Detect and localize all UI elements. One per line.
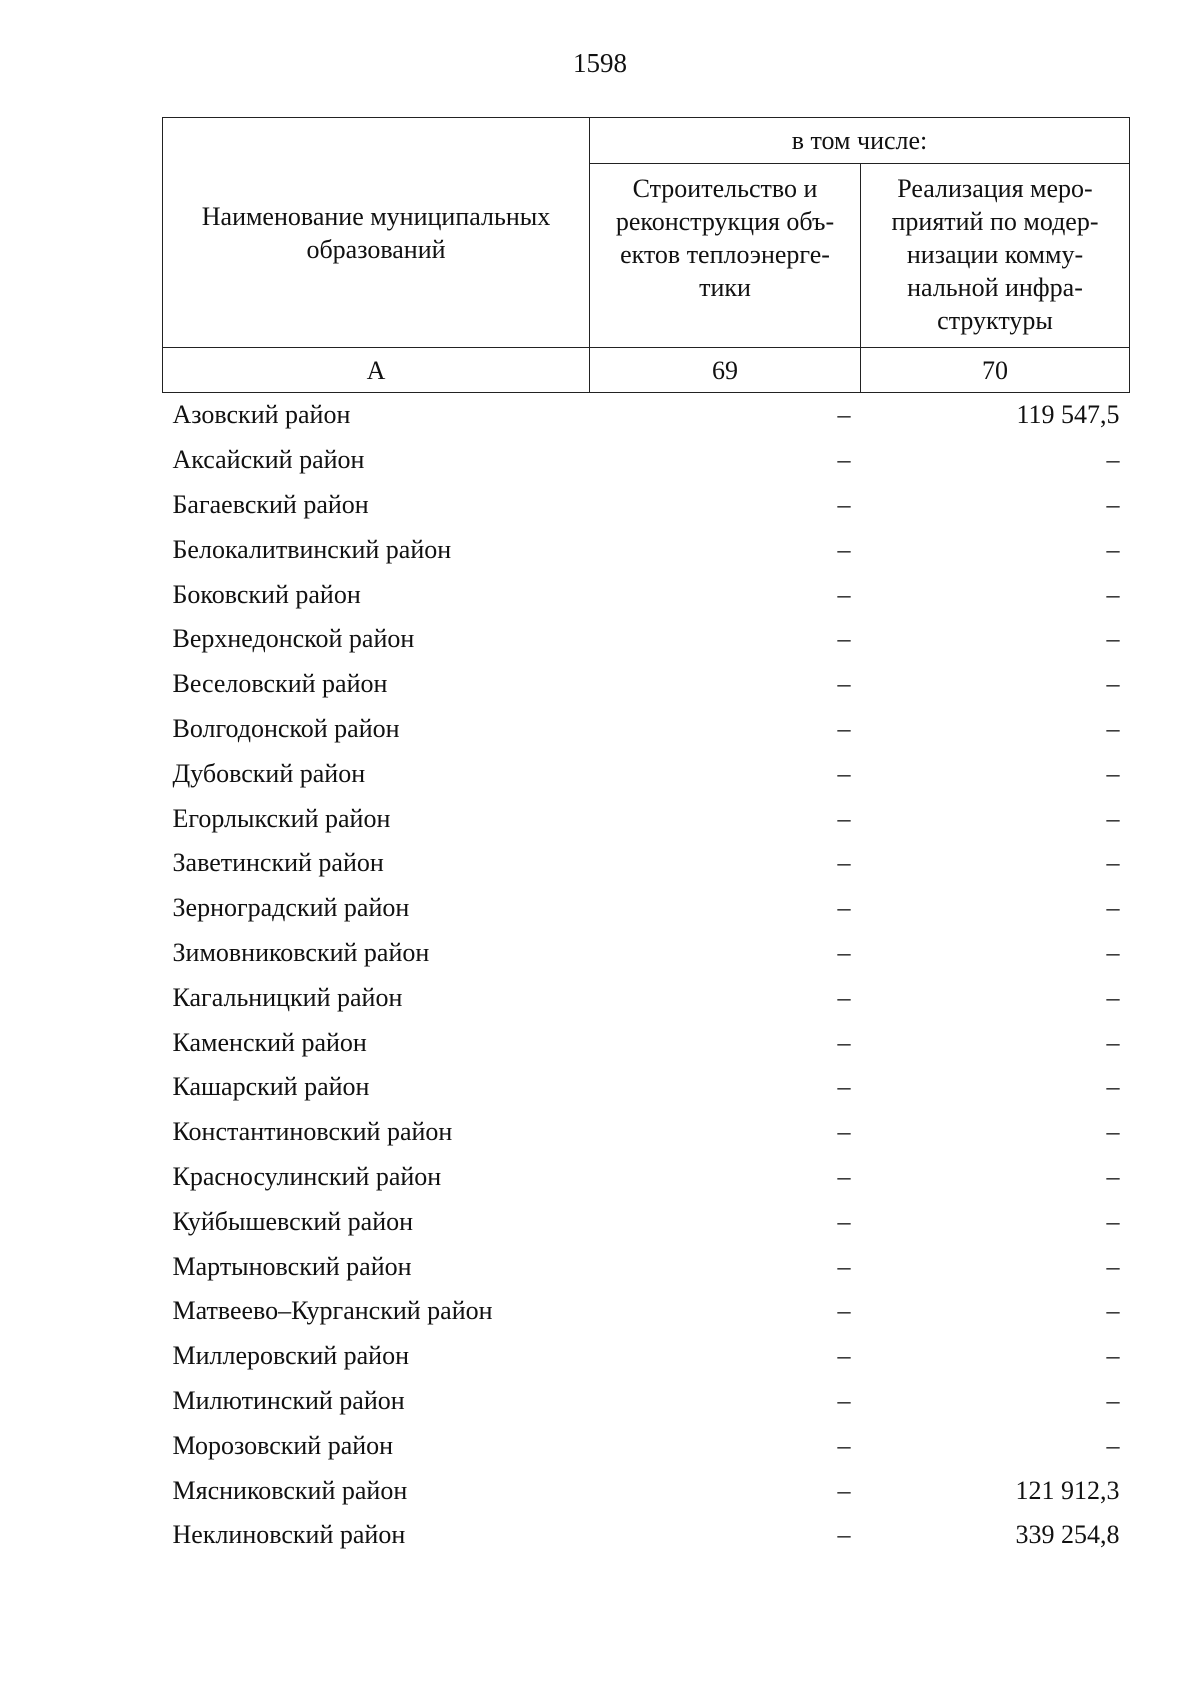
municipality-name-cell: Зимовниковский район <box>172 937 430 967</box>
municipality-name-cell: Азовский район <box>172 400 351 430</box>
col-69-value-cell: – <box>837 1520 851 1550</box>
municipality-name-cell: Верхнедонской район <box>172 624 415 654</box>
municipality-name-cell: Мартыновский район <box>172 1251 412 1281</box>
header-index-70: 70 <box>861 348 1130 393</box>
budget-table <box>162 117 1130 1558</box>
col-70-value-cell: – <box>1106 1430 1120 1460</box>
header-index-a: А <box>163 348 590 393</box>
table-row <box>163 1065 1130 1110</box>
col-69-value-cell: – <box>837 1296 851 1326</box>
col-70-value-cell: – <box>1106 803 1120 833</box>
municipality-name-cell: Куйбышевский район <box>172 1206 414 1236</box>
table-row <box>163 796 1130 841</box>
municipality-name-cell: Кагальницкий район <box>172 982 403 1012</box>
col-70-value-cell: 119 547,5 <box>1016 400 1120 430</box>
col-70-value-cell: – <box>1106 1251 1120 1281</box>
col-70-value-cell: – <box>1106 1341 1120 1371</box>
table-row <box>163 1423 1130 1468</box>
municipality-name-cell: Багаевский район <box>172 489 369 519</box>
col-70-value-cell: – <box>1106 669 1120 699</box>
table-row <box>163 1379 1130 1424</box>
table-row <box>163 707 1130 752</box>
municipality-name-cell: Заветинский район <box>172 848 384 878</box>
table-row <box>163 572 1130 617</box>
col-69-value-cell: – <box>837 624 851 654</box>
col-70-value-cell: – <box>1106 534 1120 564</box>
municipality-name-cell: Кашарский район <box>172 1072 370 1102</box>
municipality-name-cell: Аксайский район <box>172 445 365 475</box>
header-group-label: в том числе: <box>590 118 1130 164</box>
col-69-value-cell: – <box>837 489 851 519</box>
col-69-value-cell: – <box>837 400 851 430</box>
table-row <box>163 1020 1130 1065</box>
col-69-value-cell: – <box>837 1341 851 1371</box>
col-70-value-cell: – <box>1106 1072 1120 1102</box>
col-69-value-cell: – <box>837 1117 851 1147</box>
municipality-name-cell: Белокалитвинский район <box>172 534 452 564</box>
municipality-name-cell: Боковский район <box>172 579 361 609</box>
table-row <box>163 1244 1130 1289</box>
table-row <box>163 438 1130 483</box>
municipality-name-cell: Морозовский район <box>172 1430 394 1460</box>
municipality-name-cell: Неклиновский район <box>172 1520 406 1550</box>
table-row <box>163 527 1130 572</box>
col-69-value-cell: – <box>837 1027 851 1057</box>
page-number: 1598 <box>573 48 627 78</box>
col-69-value-cell: – <box>837 893 851 923</box>
col-69-value-cell: – <box>837 1430 851 1460</box>
table-row <box>163 1199 1130 1244</box>
table-row <box>163 1334 1130 1379</box>
table-header <box>163 118 1130 393</box>
municipality-name-cell: Милютинский район <box>172 1385 405 1415</box>
header-col-70-title: Реализация меро-приятий по модер-низации комму-нальной инфра-структуры <box>861 164 1130 348</box>
table-row <box>163 886 1130 931</box>
col-70-value-cell: – <box>1106 624 1120 654</box>
table-row <box>163 931 1130 976</box>
header-municipality-name: Наименование муниципальных образований <box>163 118 590 348</box>
col-70-value-cell: – <box>1106 713 1120 743</box>
municipality-name-cell: Волгодонской район <box>172 713 400 743</box>
col-70-value-cell: 339 254,8 <box>1015 1520 1120 1550</box>
municipality-name-cell: Дубовский район <box>172 758 366 788</box>
col-69-value-cell: – <box>837 534 851 564</box>
header-col-69-title: Строительство и реконструкция объ-ектов теплоэнерге-тики <box>590 164 861 348</box>
col-69-value-cell: – <box>837 1475 851 1505</box>
table-row <box>163 1289 1130 1334</box>
col-70-value-cell: – <box>1106 1296 1120 1326</box>
col-69-value-cell: – <box>837 803 851 833</box>
col-70-value-cell: – <box>1106 1117 1120 1147</box>
municipality-name-cell: Красносулинский район <box>172 1161 442 1191</box>
col-70-value-cell: 121 912,3 <box>1015 1475 1120 1505</box>
municipality-name-cell: Мясниковский район <box>172 1475 408 1505</box>
table-row <box>163 975 1130 1020</box>
col-69-value-cell: – <box>837 982 851 1012</box>
municipality-name-cell: Константиновский район <box>172 1117 453 1147</box>
col-70-value-cell: – <box>1106 848 1120 878</box>
col-69-value-cell: – <box>837 579 851 609</box>
table-row <box>163 1468 1130 1513</box>
municipality-name-cell: Веселовский район <box>172 669 388 699</box>
col-69-value-cell: – <box>837 848 851 878</box>
col-70-value-cell: – <box>1106 1206 1120 1236</box>
col-70-value-cell: – <box>1106 445 1120 475</box>
table-row <box>163 393 1130 438</box>
municipality-name-cell: Каменский район <box>172 1027 367 1057</box>
col-69-value-cell: – <box>837 1385 851 1415</box>
col-70-value-cell: – <box>1106 579 1120 609</box>
table-row <box>163 1155 1130 1200</box>
table-row <box>163 483 1130 528</box>
table-row <box>163 662 1130 707</box>
col-69-value-cell: – <box>837 1161 851 1191</box>
col-69-value-cell: – <box>837 713 851 743</box>
table-row <box>163 751 1130 796</box>
col-70-value-cell: – <box>1106 1161 1120 1191</box>
table-row <box>163 617 1130 662</box>
municipality-name-cell: Егорлыкский район <box>172 803 391 833</box>
col-70-value-cell: – <box>1106 1385 1120 1415</box>
col-69-value-cell: – <box>837 669 851 699</box>
col-69-value-cell: – <box>837 445 851 475</box>
table-row <box>163 841 1130 886</box>
municipality-name-cell: Матвеево–Курганский район <box>172 1296 493 1326</box>
col-70-value-cell: – <box>1106 937 1120 967</box>
table-body <box>163 393 1130 1558</box>
col-70-value-cell: – <box>1106 758 1120 788</box>
col-70-value-cell: – <box>1106 489 1120 519</box>
col-69-value-cell: – <box>837 1206 851 1236</box>
col-69-value-cell: – <box>837 758 851 788</box>
col-69-value-cell: – <box>837 937 851 967</box>
municipality-name-cell: Миллеровский район <box>172 1341 410 1371</box>
col-69-value-cell: – <box>837 1072 851 1102</box>
col-70-value-cell: – <box>1106 893 1120 923</box>
col-70-value-cell: – <box>1106 1027 1120 1057</box>
municipality-name-cell: Зерноградский район <box>172 893 410 923</box>
table-row <box>163 1110 1130 1155</box>
header-index-69: 69 <box>590 348 861 393</box>
col-69-value-cell: – <box>837 1251 851 1281</box>
table-row <box>163 1513 1130 1558</box>
col-70-value-cell: – <box>1106 982 1120 1012</box>
